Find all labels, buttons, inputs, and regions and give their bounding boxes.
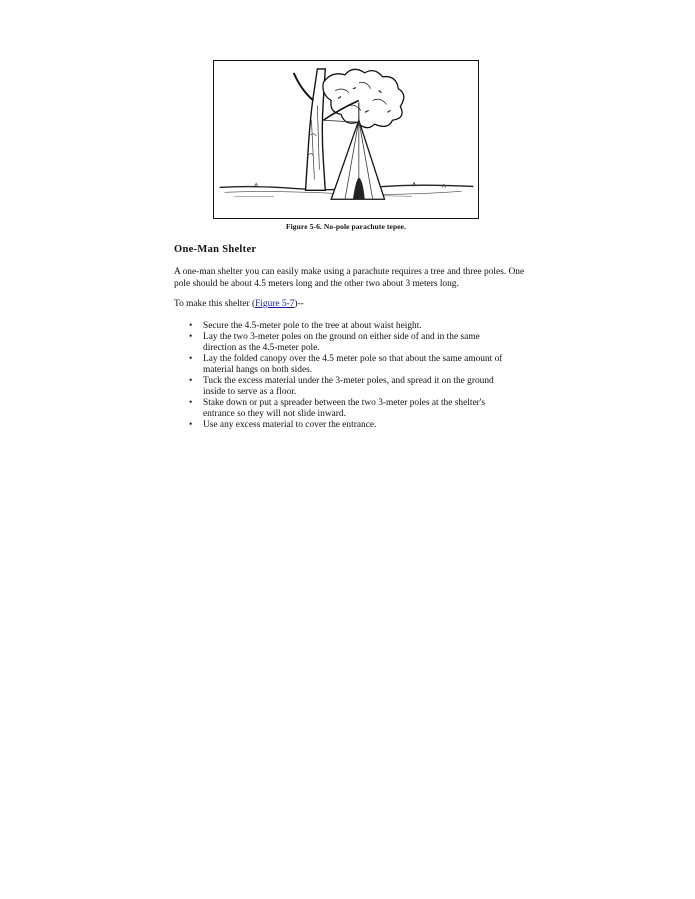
instructions-lead <box>174 299 304 311</box>
figure-caption: Figure 5-6. No-pole parachute tepee. <box>285 222 407 231</box>
bullet-icon: • <box>189 321 193 331</box>
section-title: One-Man Shelter <box>174 244 257 255</box>
step-text: Tuck the excess material under the 3-meter poles, and spread it on the ground inside to serve as a floor. <box>203 376 494 397</box>
intro-paragraph: A one-man shelter you can easily make using a parachute requires a tree and three poles. One pole should be about 4.5 meters long and the other two about 3 meters long. <box>174 267 525 289</box>
step-text: Stake down or put a spreader between the two 3-meter poles at the shelter's entrance so they will not slide inward. <box>203 398 486 419</box>
figure-5-7-link[interactable]: Figure 5-7 <box>255 299 295 309</box>
list-item <box>174 398 513 420</box>
bullet-icon: • <box>189 420 193 430</box>
step-text: Use any excess material to cover the entrance. <box>203 420 377 430</box>
lead-text-after: )-- <box>294 299 304 309</box>
list-item <box>174 321 513 332</box>
bullet-icon: • <box>189 332 193 342</box>
bullet-icon: • <box>189 376 193 386</box>
steps-list <box>174 321 534 431</box>
list-item <box>174 420 513 431</box>
bullet-icon: • <box>189 398 193 408</box>
list-item <box>174 354 513 376</box>
list-item <box>174 376 513 398</box>
step-text: Secure the 4.5-meter pole to the tree at about waist height. <box>203 321 422 331</box>
tepee-illustration <box>214 61 478 218</box>
step-text: Lay the folded canopy over the 4.5 meter pole so that about the same amount of material hangs on both sides. <box>203 354 503 375</box>
step-text: Lay the two 3-meter poles on the ground on either side of and in the same direction as the 4.5-meter pole. <box>203 332 480 353</box>
lead-text-before: To make this shelter ( <box>174 299 256 309</box>
figure-no-pole-tepee <box>213 60 479 219</box>
bullet-icon: • <box>189 354 193 364</box>
list-item <box>174 332 513 354</box>
